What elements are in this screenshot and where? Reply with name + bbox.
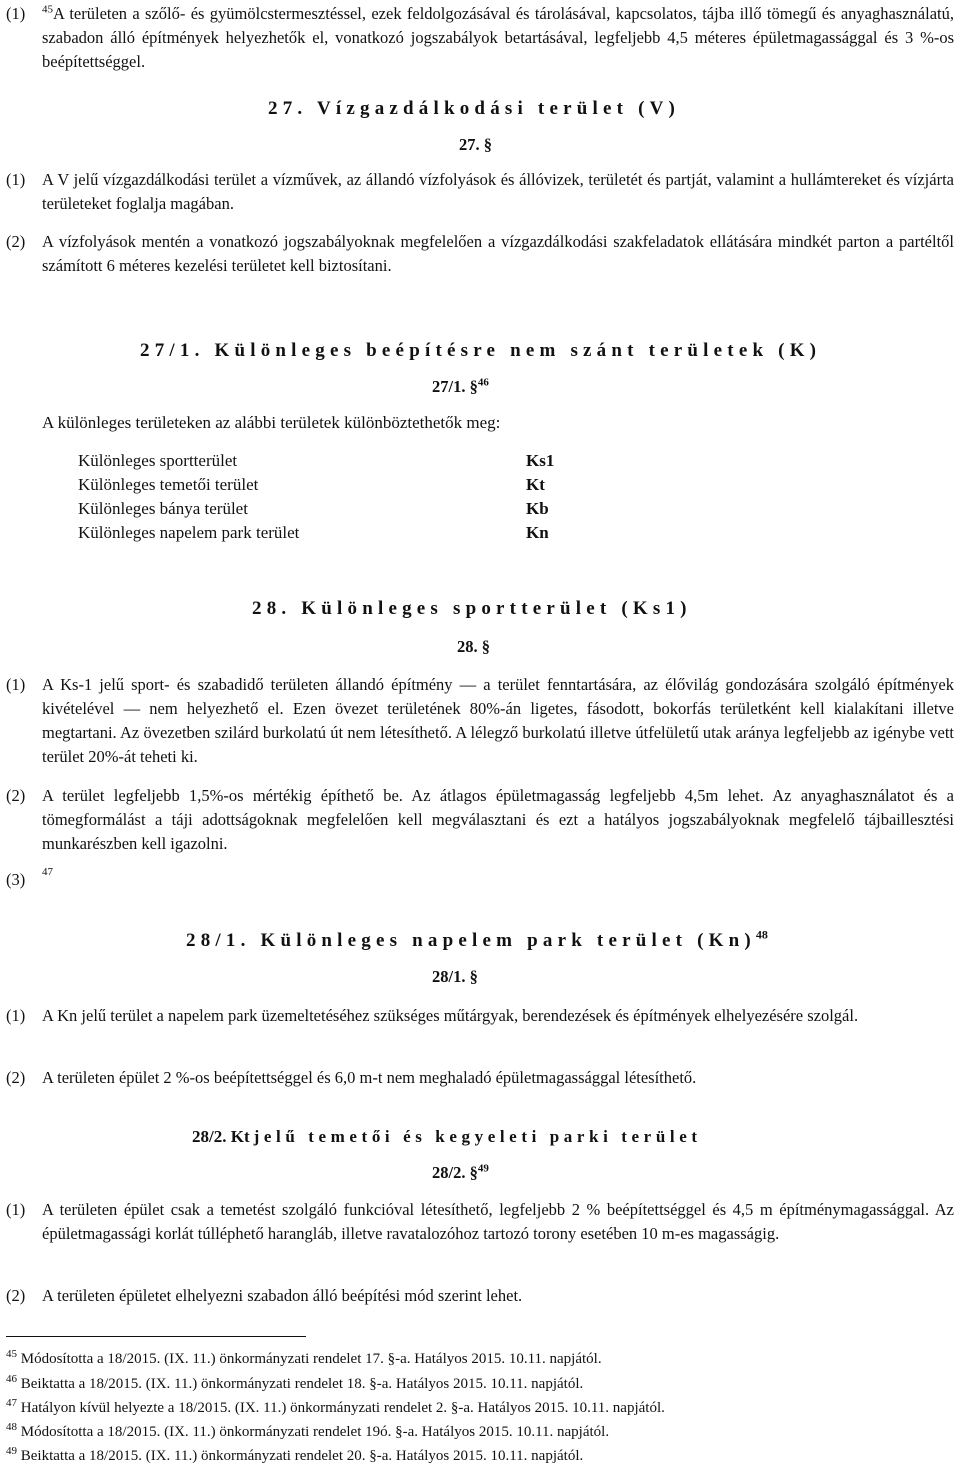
section-number-28-1: 28/1. § — [432, 967, 478, 986]
paragraph-text: A területen a szőlő- és gyümölcstermesztéssel, ezek feldolgozásával és tárolásával, kapcsolatos, tájba illő tömegű és anyaghasználatú, szabadon álló építmények helyezhetők el, vonatkozó jogszabályok betartásával, legfeljebb 4,5 méteres épületmagassággal és 3 %-os beépítettséggel. — [42, 4, 954, 71]
section-number-28: 28. § — [457, 637, 490, 656]
paragraph-text: A terület legfeljebb 1,5%-os mértékig építhető be. Az átlagos épületmagasság legfeljebb 4,5m lehet. Az anyaghasználatot és a tömegformálást a táji adottságoknak megfelelően kell megválasztani és ezt a hatályos jogszabályoknak megfelelő tájbaillesztési munkarészben kell igazolni. — [42, 786, 954, 853]
list-intro: A különleges területeken az alábbi területek különböztethetők meg: — [42, 413, 501, 432]
zone-code: Kt — [526, 475, 545, 494]
paragraph-number: (2) — [6, 786, 26, 805]
paragraph-text: A területen épület csak a temetést szolgáló funkcióval létesíthető, legfeljebb 2 % beépítettséggel és 4,5 m építménymagassággal. Az épületmagassági korlát túlléphető harangláb, illetve ravatalozóhoz tartozó torony esetében 10 m-es magasságig. — [42, 1200, 954, 1243]
section-heading-28: 28. Különleges sportterület (Ks1) — [252, 598, 692, 619]
paragraph-text: A Kn jelű terület a napelem park üzemeltetéséhez szükséges műtárgyak, berendezések és építmények elhelyezésére szolgál. — [42, 1006, 859, 1025]
paragraph-number: (1) — [6, 675, 26, 694]
section-number-28-2: 28/2. §$^{49}$ — [432, 1162, 489, 1182]
paragraph-text: A területen épület 2 %-os beépítettséggel és 6,0 m-t nem meghaladó épületmagassággal létesíthető. — [42, 1068, 697, 1087]
footnote-ref[interactable]: 47 — [42, 866, 53, 878]
paragraph-number: (3) — [6, 870, 26, 889]
paragraph-text: A Ks-1 jelű sport- és szabadidő területen állandó építmény — a terület fenntartására, az élővilág gondozására szolgáló építmények kivételével — nem helyezhető el. Ezen övezet területének 80%-án ligetes, fásodott, bokorfás területként kell kialakítani illetve megtartani. Az övezetben szilárd burkolatú út nem létesíthető. A lélegző burkolatú illetve útfelületű utak aránya legfeljebb az igénybe vett terület 20%-át teheti ki. — [42, 675, 954, 766]
footnote-48: $^{48}$ Módosította a 18/2015. (IX. 11.) önkormányzati rendelet 19ó. §-a. Hatályos 2015. 10.11. napjától. — [6, 1421, 610, 1440]
paragraph-number: (2) — [6, 1286, 26, 1305]
zone-code: Kb — [526, 499, 549, 518]
footnote-ref[interactable]: 49 — [477, 1162, 489, 1175]
paragraph-number: (1) — [6, 1200, 26, 1219]
section-heading-27: 27. Vízgazdálkodási terület (V) — [268, 98, 681, 119]
section-heading-28-2: 28/2. Kt jelű temetői és kegyeleti parki terület — [192, 1127, 702, 1146]
footnote-47: $^{47}$ Hatályon kívül helyezte a 18/2015. (IX. 11.) önkormányzati rendelet 2. §-a. Hatályos 2015. 10.11. napjától. — [6, 1397, 665, 1416]
paragraph-number: (2) — [6, 232, 26, 251]
paragraph-text: A területen épületet elhelyezni szabadon álló beépítési mód szerint lehet. — [42, 1286, 523, 1305]
zone-code: Ks1 — [526, 451, 555, 470]
footnote-45: $^{45}$ Módosította a 18/2015. (IX. 11.) önkormányzati rendelet 17. §-a. Hatályos 2015. 10.11. napjától. — [6, 1348, 602, 1367]
zone-label: Különleges napelem park terület — [78, 523, 300, 542]
paragraph-number: (1) — [6, 170, 26, 189]
footnote-49: $^{49}$ Beiktatta a 18/2015. (IX. 11.) önkormányzati rendelet 20. §-a. Hatályos 2015. 10.11. napjától. — [6, 1445, 584, 1464]
section-number-27-1: 27/1. §$^{46}$ — [432, 376, 489, 396]
footnote-46: $^{46}$ Beiktatta a 18/2015. (IX. 11.) önkormányzati rendelet 18. §-a. Hatályos 2015. 10.11. napjától. — [6, 1373, 584, 1392]
zone-label: Különleges sportterület — [78, 451, 238, 470]
zone-label: Különleges bánya terület — [78, 499, 248, 518]
paragraph-number: (2) — [6, 1068, 26, 1087]
paragraph-text: A V jelű vízgazdálkodási terület a vízművek, az állandó vízfolyások és állóvizek, területét és partját, valamint a hullámtereket és vízjárta területeket foglalja magában. — [42, 170, 954, 213]
section-number-27: 27. § — [459, 135, 492, 154]
section-heading-28-1: 28/1. Különleges napelem park terület $(Kn)^{48}$ — [186, 927, 768, 951]
paragraph-number: (1) — [6, 4, 26, 23]
footnote-divider — [6, 1336, 306, 1337]
paragraph-number: (1) — [6, 1006, 26, 1025]
section-heading-27-1: 27/1. Különleges beépítésre nem szánt területek (K) — [140, 340, 822, 361]
footnote-ref[interactable]: 48 — [755, 927, 768, 942]
paragraph-text: A vízfolyások mentén a vonatkozó jogszabályoknak megfelelően a vízgazdálkodási szakfeladatok ellátására mindkét parton a partéltől számított 6 méteres kezelési területet kell biztosítani. — [42, 232, 954, 275]
zone-label: Különleges temetői terület — [78, 475, 259, 494]
zone-code: Kn — [526, 523, 549, 542]
footnote-ref[interactable]: 45 — [42, 3, 53, 16]
footnote-ref[interactable]: 46 — [477, 376, 489, 389]
